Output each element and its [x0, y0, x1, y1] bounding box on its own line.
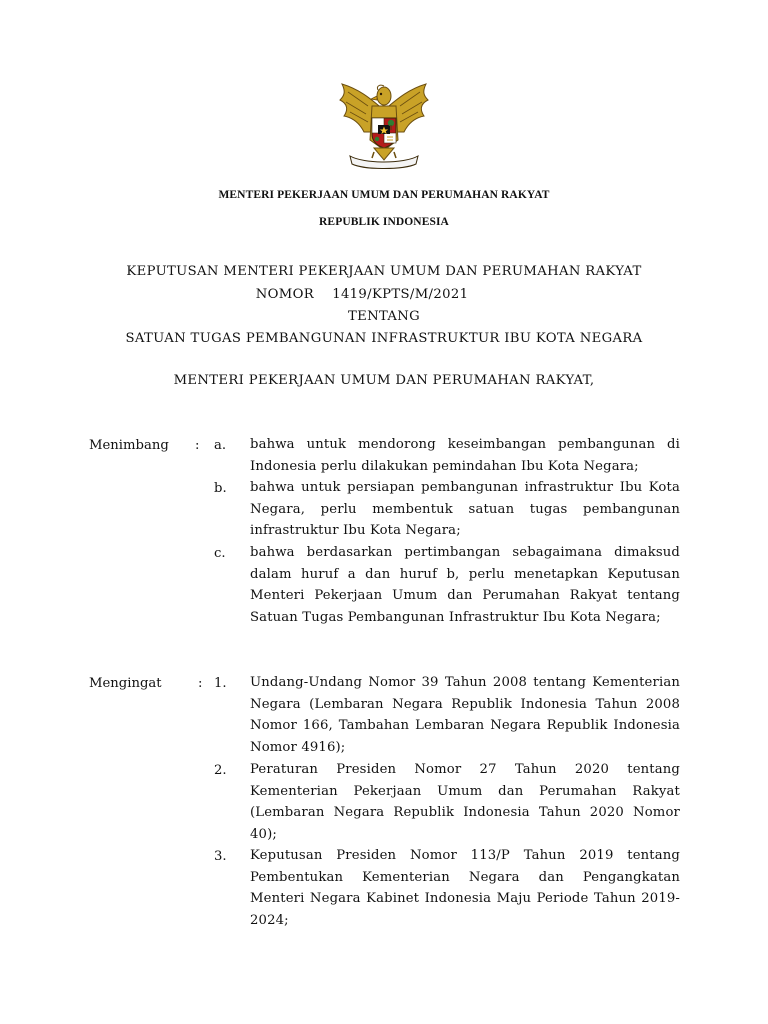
list-item-text: Peraturan Presiden Nomor 27 Tahun 2020 tentang Kementerian Pekerjaan Umum dan Perumahan Rakyat (Lembaran Negara Republik Indonesia Tahun 2020 Nomor 40); — [250, 762, 680, 842]
issuer-line: MENTERI PEKERJAAN UMUM DAN PERUMAHAN RAKYAT, — [173, 373, 595, 388]
list-marker: 2. — [214, 763, 227, 778]
list-item-text: bahwa berdasarkan pertimbangan sebagaimana dimaksud dalam huruf a dan huruf b, perlu menetapkan Keputusan Menteri Pekerjaan Umum dan Perumahan Rakyat tentang Satuan Tugas Pembangunan Infrastruktur Ibu Kota Negara; — [250, 545, 680, 625]
list-item-text: bahwa untuk persiapan pembangunan infrastruktur Ibu Kota Negara, perlu membentuk satuan tugas pembangunan infrastruktur Ibu Kota Negara; — [250, 480, 680, 538]
ministry-header: MENTERI PEKERJAAN UMUM DAN PERUMAHAN RAKYAT — [218, 189, 550, 201]
list-item-text: Keputusan Presiden Nomor 113/P Tahun 2019 tentang Pembentukan Kementerian Negara dan Pengangkatan Menteri Negara Kabinet Indonesia Maju Periode Tahun 2019-2024; — [250, 848, 680, 928]
list-item-text: Undang-Undang Nomor 39 Tahun 2008 tentang Kementerian Negara (Lembaran Negara Republik Indonesia Tahun 2008 Nomor 166, Tambahan Lembaran Negara Republik Indonesia Nomor 4916); — [250, 675, 680, 755]
decree-subject: SATUAN TUGAS PEMBANGUNAN INFRASTRUKTUR IBU KOTA NEGARA — [125, 331, 643, 346]
list-marker: a. — [214, 438, 227, 453]
section-label-mengingat: Mengingat — [89, 676, 162, 691]
list-marker: 3. — [214, 849, 227, 864]
list-marker: 1. — [214, 676, 227, 691]
list-marker: b. — [214, 481, 227, 496]
section-label-menimbang: Menimbang — [89, 438, 169, 453]
section-colon: : — [195, 438, 200, 453]
country-header: REPUBLIK INDONESIA — [319, 216, 449, 228]
list-marker: c. — [214, 546, 226, 561]
list-item-text: bahwa untuk mendorong keseimbangan pembangunan di Indonesia perlu dilakukan pemindahan Ibu Kota Negara; — [250, 437, 680, 474]
garuda-emblem — [334, 80, 434, 172]
decree-title: KEPUTUSAN MENTERI PEKERJAAN UMUM DAN PERUMAHAN RAKYAT — [126, 264, 642, 279]
section-colon: : — [198, 676, 203, 691]
about-label: TENTANG — [347, 309, 421, 324]
decree-number: NOMOR 1419/KPTS/M/2021 — [255, 287, 469, 302]
